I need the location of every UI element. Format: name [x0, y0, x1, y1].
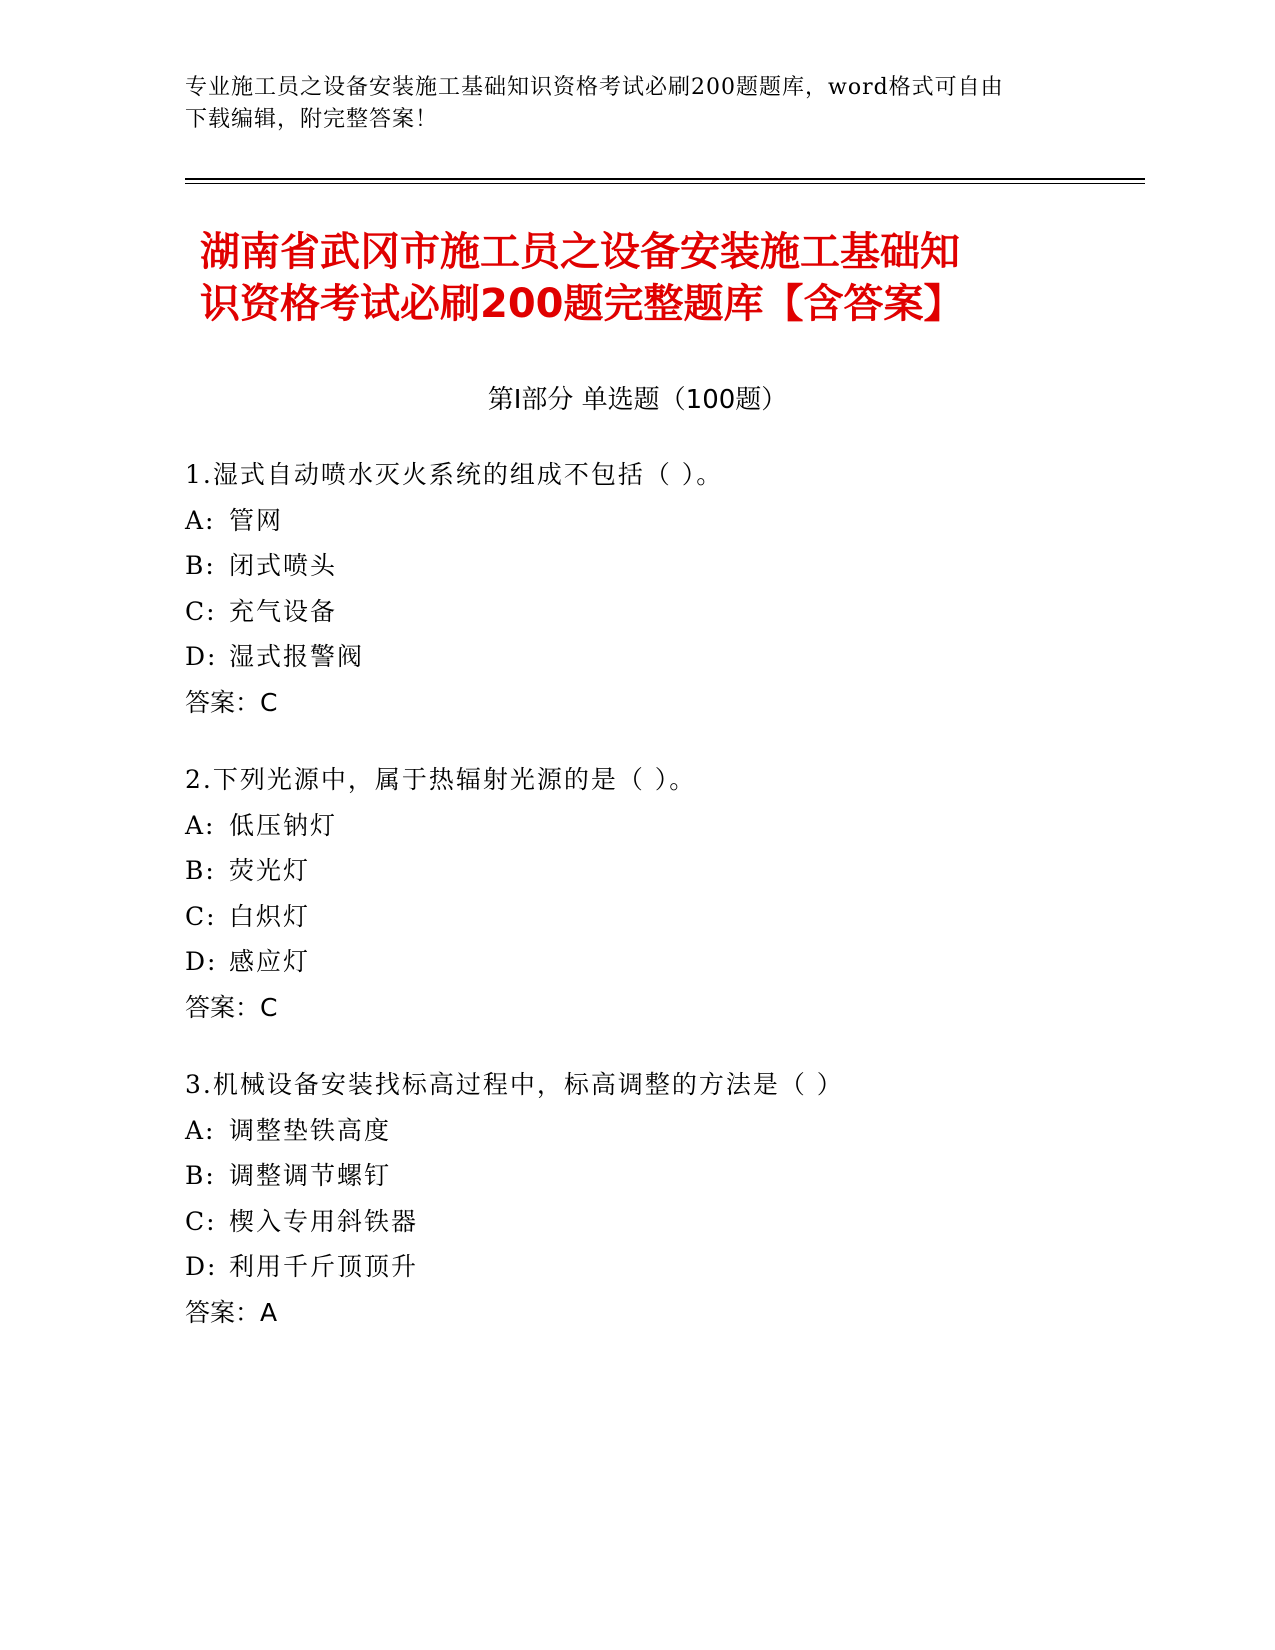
question-answer: 答案：C	[185, 687, 278, 717]
question-option	[185, 1244, 1085, 1290]
option-letter: B:	[185, 1161, 216, 1190]
question-option	[185, 634, 1085, 680]
option-text: 低压钠灯	[229, 810, 338, 840]
question-option	[185, 498, 1085, 544]
option-text: 感应灯	[229, 947, 311, 976]
option-text: 充气设备	[229, 596, 338, 626]
question-answer: 答案：C	[185, 992, 278, 1022]
question-stem: 2.下列光源中，属于热辐射光源的是（ ）。	[185, 765, 697, 794]
question-option	[185, 939, 1085, 985]
question-item	[185, 1062, 1085, 1335]
question-option	[185, 589, 1085, 635]
option-text: 楔入专用斜铁器	[229, 1206, 419, 1236]
document-title-line1: 湖南省武冈市施工员之设备安装施工基础知	[200, 229, 960, 275]
option-letter: A:	[185, 1115, 216, 1145]
question-item	[185, 757, 1085, 1030]
question-option	[185, 1153, 1085, 1199]
option-letter: C:	[185, 901, 217, 931]
question-item	[185, 452, 1085, 725]
question-option	[185, 1108, 1085, 1154]
option-letter: D:	[185, 642, 218, 671]
header-note-line1: 专业施工员之设备安装施工基础知识资格考试必刷200题题库，word格式可自由	[185, 75, 1004, 100]
option-text: 白炽灯	[229, 901, 311, 931]
option-letter: B:	[185, 856, 216, 885]
question-answer: 答案：A	[185, 1297, 278, 1327]
question-stem: 1.湿式自动喷水灭火系统的组成不包括（ ）。	[185, 460, 724, 489]
option-letter: C:	[185, 596, 217, 626]
section-heading: 第Ⅰ部分 单选题（100题）	[487, 385, 788, 415]
option-text: 荧光灯	[229, 856, 311, 885]
question-option	[185, 803, 1085, 849]
header-divider-thick	[185, 178, 1145, 180]
option-letter: B:	[185, 551, 216, 580]
option-text: 湿式报警阀	[229, 642, 365, 671]
option-text: 调整垫铁高度	[229, 1115, 392, 1145]
question-option	[185, 894, 1085, 940]
option-text: 调整调节螺钉	[229, 1161, 392, 1190]
header-note-line2: 下载编辑，附完整答案！	[185, 107, 439, 132]
option-text: 利用千斤顶顶升	[229, 1252, 419, 1281]
option-letter: D:	[185, 1252, 218, 1281]
option-text: 闭式喷头	[229, 551, 338, 580]
header-note	[185, 72, 1065, 136]
option-letter: D:	[185, 947, 218, 976]
option-letter: A:	[185, 810, 216, 840]
question-option	[185, 543, 1085, 589]
question-option	[185, 848, 1085, 894]
question-option	[185, 1199, 1085, 1245]
question-stem: 3.机械设备安装找标高过程中，标高调整的方法是（ ）	[185, 1070, 844, 1099]
option-letter: A:	[185, 505, 216, 535]
option-text: 管网	[229, 505, 284, 535]
document-title-line2: 识资格考试必刷200题完整题库【含答案】	[200, 281, 964, 327]
header-divider-thin	[185, 183, 1145, 184]
document-title	[200, 226, 1080, 330]
option-letter: C:	[185, 1206, 217, 1236]
